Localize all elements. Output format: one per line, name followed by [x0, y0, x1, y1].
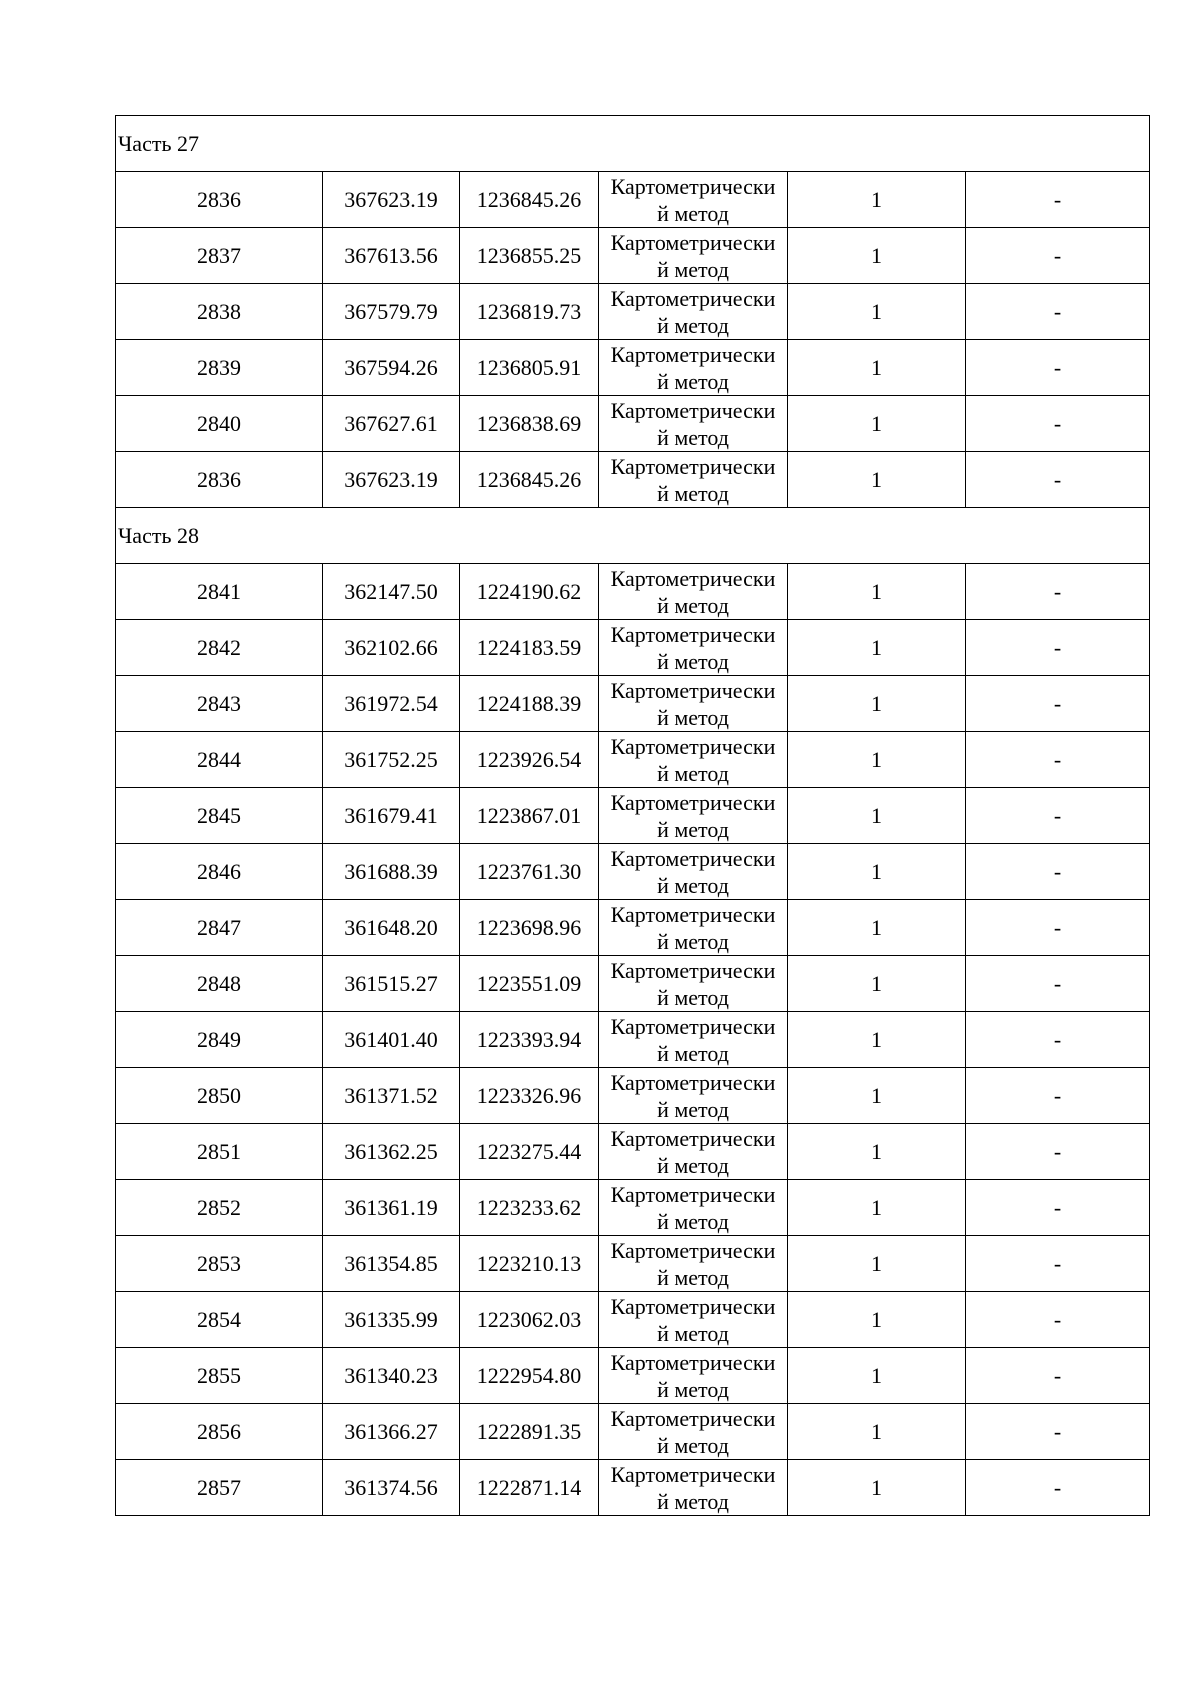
method-cell: Картометрически й метод	[599, 788, 788, 844]
table-row	[116, 1348, 1150, 1404]
accuracy-cell: 1	[788, 1460, 966, 1516]
section-header-row	[116, 116, 1150, 172]
point-number-cell: 2847	[116, 900, 323, 956]
accuracy-cell: 1	[788, 1124, 966, 1180]
accuracy-cell: 1	[788, 1068, 966, 1124]
coordinate-y-cell: 1222891.35	[460, 1404, 599, 1460]
coordinate-x-cell: 361374.56	[323, 1460, 460, 1516]
point-number-cell: 2851	[116, 1124, 323, 1180]
accuracy-cell: 1	[788, 676, 966, 732]
method-cell: Картометрически й метод	[599, 620, 788, 676]
coordinate-y-cell: 1236845.26	[460, 452, 599, 508]
coordinate-x-cell: 361648.20	[323, 900, 460, 956]
point-number-cell: 2837	[116, 228, 323, 284]
note-cell: -	[966, 676, 1150, 732]
coordinate-y-cell: 1222954.80	[460, 1348, 599, 1404]
coordinate-y-cell: 1222871.14	[460, 1460, 599, 1516]
point-number-cell: 2848	[116, 956, 323, 1012]
coordinate-y-cell: 1223275.44	[460, 1124, 599, 1180]
point-number-cell: 2838	[116, 284, 323, 340]
note-cell: -	[966, 284, 1150, 340]
coordinate-y-cell: 1223761.30	[460, 844, 599, 900]
accuracy-cell: 1	[788, 228, 966, 284]
point-number-cell: 2854	[116, 1292, 323, 1348]
coordinate-y-cell: 1223867.01	[460, 788, 599, 844]
table-row	[116, 340, 1150, 396]
coordinate-x-cell: 361361.19	[323, 1180, 460, 1236]
accuracy-cell: 1	[788, 452, 966, 508]
coordinate-x-cell: 367613.56	[323, 228, 460, 284]
table-row	[116, 732, 1150, 788]
point-number-cell: 2841	[116, 564, 323, 620]
table-row	[116, 1236, 1150, 1292]
coordinate-x-cell: 361366.27	[323, 1404, 460, 1460]
note-cell: -	[966, 1180, 1150, 1236]
table-row	[116, 452, 1150, 508]
method-cell: Картометрически й метод	[599, 172, 788, 228]
point-number-cell: 2836	[116, 452, 323, 508]
method-cell: Картометрически й метод	[599, 956, 788, 1012]
coordinate-y-cell: 1223062.03	[460, 1292, 599, 1348]
accuracy-cell: 1	[788, 788, 966, 844]
point-number-cell: 2853	[116, 1236, 323, 1292]
note-cell: -	[966, 1292, 1150, 1348]
method-cell: Картометрически й метод	[599, 228, 788, 284]
method-cell: Картометрически й метод	[599, 900, 788, 956]
method-cell: Картометрически й метод	[599, 284, 788, 340]
table-row	[116, 1180, 1150, 1236]
note-cell: -	[966, 1404, 1150, 1460]
accuracy-cell: 1	[788, 620, 966, 676]
note-cell: -	[966, 788, 1150, 844]
coordinate-y-cell: 1236838.69	[460, 396, 599, 452]
coordinate-x-cell: 361679.41	[323, 788, 460, 844]
method-cell: Картометрически й метод	[599, 676, 788, 732]
point-number-cell: 2852	[116, 1180, 323, 1236]
coordinate-y-cell: 1236805.91	[460, 340, 599, 396]
method-cell: Картометрически й метод	[599, 1180, 788, 1236]
method-cell: Картометрически й метод	[599, 564, 788, 620]
coordinate-y-cell: 1223393.94	[460, 1012, 599, 1068]
table-row	[116, 956, 1150, 1012]
note-cell: -	[966, 228, 1150, 284]
accuracy-cell: 1	[788, 340, 966, 396]
note-cell: -	[966, 172, 1150, 228]
table-row	[116, 1460, 1150, 1516]
section-title: Часть 28	[116, 508, 1150, 564]
table-row	[116, 1012, 1150, 1068]
table-row	[116, 1292, 1150, 1348]
coordinate-y-cell: 1224188.39	[460, 676, 599, 732]
point-number-cell: 2857	[116, 1460, 323, 1516]
table-row	[116, 172, 1150, 228]
accuracy-cell: 1	[788, 564, 966, 620]
note-cell: -	[966, 1460, 1150, 1516]
note-cell: -	[966, 732, 1150, 788]
point-number-cell: 2855	[116, 1348, 323, 1404]
table-row	[116, 676, 1150, 732]
note-cell: -	[966, 956, 1150, 1012]
method-cell: Картометрически й метод	[599, 340, 788, 396]
coordinate-x-cell: 361972.54	[323, 676, 460, 732]
note-cell: -	[966, 620, 1150, 676]
method-cell: Картометрически й метод	[599, 1404, 788, 1460]
coordinates-table	[115, 115, 1150, 1516]
note-cell: -	[966, 340, 1150, 396]
point-number-cell: 2856	[116, 1404, 323, 1460]
note-cell: -	[966, 844, 1150, 900]
accuracy-cell: 1	[788, 284, 966, 340]
accuracy-cell: 1	[788, 396, 966, 452]
coordinate-y-cell: 1223326.96	[460, 1068, 599, 1124]
note-cell: -	[966, 1124, 1150, 1180]
accuracy-cell: 1	[788, 900, 966, 956]
accuracy-cell: 1	[788, 844, 966, 900]
note-cell: -	[966, 564, 1150, 620]
method-cell: Картометрически й метод	[599, 1012, 788, 1068]
coordinate-x-cell: 362147.50	[323, 564, 460, 620]
table-row	[116, 1068, 1150, 1124]
accuracy-cell: 1	[788, 1404, 966, 1460]
coordinate-y-cell: 1223551.09	[460, 956, 599, 1012]
note-cell: -	[966, 1236, 1150, 1292]
point-number-cell: 2842	[116, 620, 323, 676]
table-row	[116, 788, 1150, 844]
accuracy-cell: 1	[788, 1180, 966, 1236]
method-cell: Картометрически й метод	[599, 1124, 788, 1180]
method-cell: Картометрически й метод	[599, 732, 788, 788]
coordinate-x-cell: 367623.19	[323, 172, 460, 228]
coordinate-x-cell: 361340.23	[323, 1348, 460, 1404]
table-row	[116, 1124, 1150, 1180]
coordinate-x-cell: 361688.39	[323, 844, 460, 900]
point-number-cell: 2840	[116, 396, 323, 452]
section-header-row	[116, 508, 1150, 564]
method-cell: Картометрически й метод	[599, 1460, 788, 1516]
coordinate-x-cell: 367623.19	[323, 452, 460, 508]
coordinate-x-cell: 361354.85	[323, 1236, 460, 1292]
note-cell: -	[966, 1068, 1150, 1124]
coordinate-y-cell: 1236855.25	[460, 228, 599, 284]
coordinate-x-cell: 367579.79	[323, 284, 460, 340]
point-number-cell: 2844	[116, 732, 323, 788]
coordinate-y-cell: 1236845.26	[460, 172, 599, 228]
note-cell: -	[966, 900, 1150, 956]
method-cell: Картометрически й метод	[599, 1068, 788, 1124]
note-cell: -	[966, 1348, 1150, 1404]
coordinate-x-cell: 367594.26	[323, 340, 460, 396]
method-cell: Картометрически й метод	[599, 1236, 788, 1292]
section-title: Часть 27	[116, 116, 1150, 172]
method-cell: Картометрически й метод	[599, 396, 788, 452]
coordinate-x-cell: 367627.61	[323, 396, 460, 452]
point-number-cell: 2836	[116, 172, 323, 228]
point-number-cell: 2839	[116, 340, 323, 396]
coordinate-y-cell: 1223233.62	[460, 1180, 599, 1236]
accuracy-cell: 1	[788, 172, 966, 228]
table-row	[116, 228, 1150, 284]
coordinate-y-cell: 1223698.96	[460, 900, 599, 956]
point-number-cell: 2850	[116, 1068, 323, 1124]
note-cell: -	[966, 1012, 1150, 1068]
coordinate-x-cell: 361752.25	[323, 732, 460, 788]
point-number-cell: 2845	[116, 788, 323, 844]
point-number-cell: 2843	[116, 676, 323, 732]
accuracy-cell: 1	[788, 956, 966, 1012]
coordinate-y-cell: 1223210.13	[460, 1236, 599, 1292]
coordinate-x-cell: 361401.40	[323, 1012, 460, 1068]
coordinates-table-body	[116, 116, 1150, 1516]
point-number-cell: 2849	[116, 1012, 323, 1068]
table-row	[116, 396, 1150, 452]
method-cell: Картометрически й метод	[599, 844, 788, 900]
coordinate-y-cell: 1224190.62	[460, 564, 599, 620]
table-row	[116, 1404, 1150, 1460]
coordinate-y-cell: 1223926.54	[460, 732, 599, 788]
accuracy-cell: 1	[788, 1292, 966, 1348]
coordinate-x-cell: 361371.52	[323, 1068, 460, 1124]
table-row	[116, 900, 1150, 956]
accuracy-cell: 1	[788, 1012, 966, 1068]
accuracy-cell: 1	[788, 1236, 966, 1292]
coordinate-x-cell: 361362.25	[323, 1124, 460, 1180]
note-cell: -	[966, 452, 1150, 508]
coordinate-y-cell: 1224183.59	[460, 620, 599, 676]
coordinate-x-cell: 362102.66	[323, 620, 460, 676]
table-row	[116, 620, 1150, 676]
accuracy-cell: 1	[788, 1348, 966, 1404]
table-row	[116, 564, 1150, 620]
method-cell: Картометрически й метод	[599, 452, 788, 508]
accuracy-cell: 1	[788, 732, 966, 788]
point-number-cell: 2846	[116, 844, 323, 900]
method-cell: Картометрически й метод	[599, 1292, 788, 1348]
table-row	[116, 284, 1150, 340]
coordinate-y-cell: 1236819.73	[460, 284, 599, 340]
table-row	[116, 844, 1150, 900]
method-cell: Картометрически й метод	[599, 1348, 788, 1404]
coordinate-x-cell: 361335.99	[323, 1292, 460, 1348]
coordinate-x-cell: 361515.27	[323, 956, 460, 1012]
note-cell: -	[966, 396, 1150, 452]
